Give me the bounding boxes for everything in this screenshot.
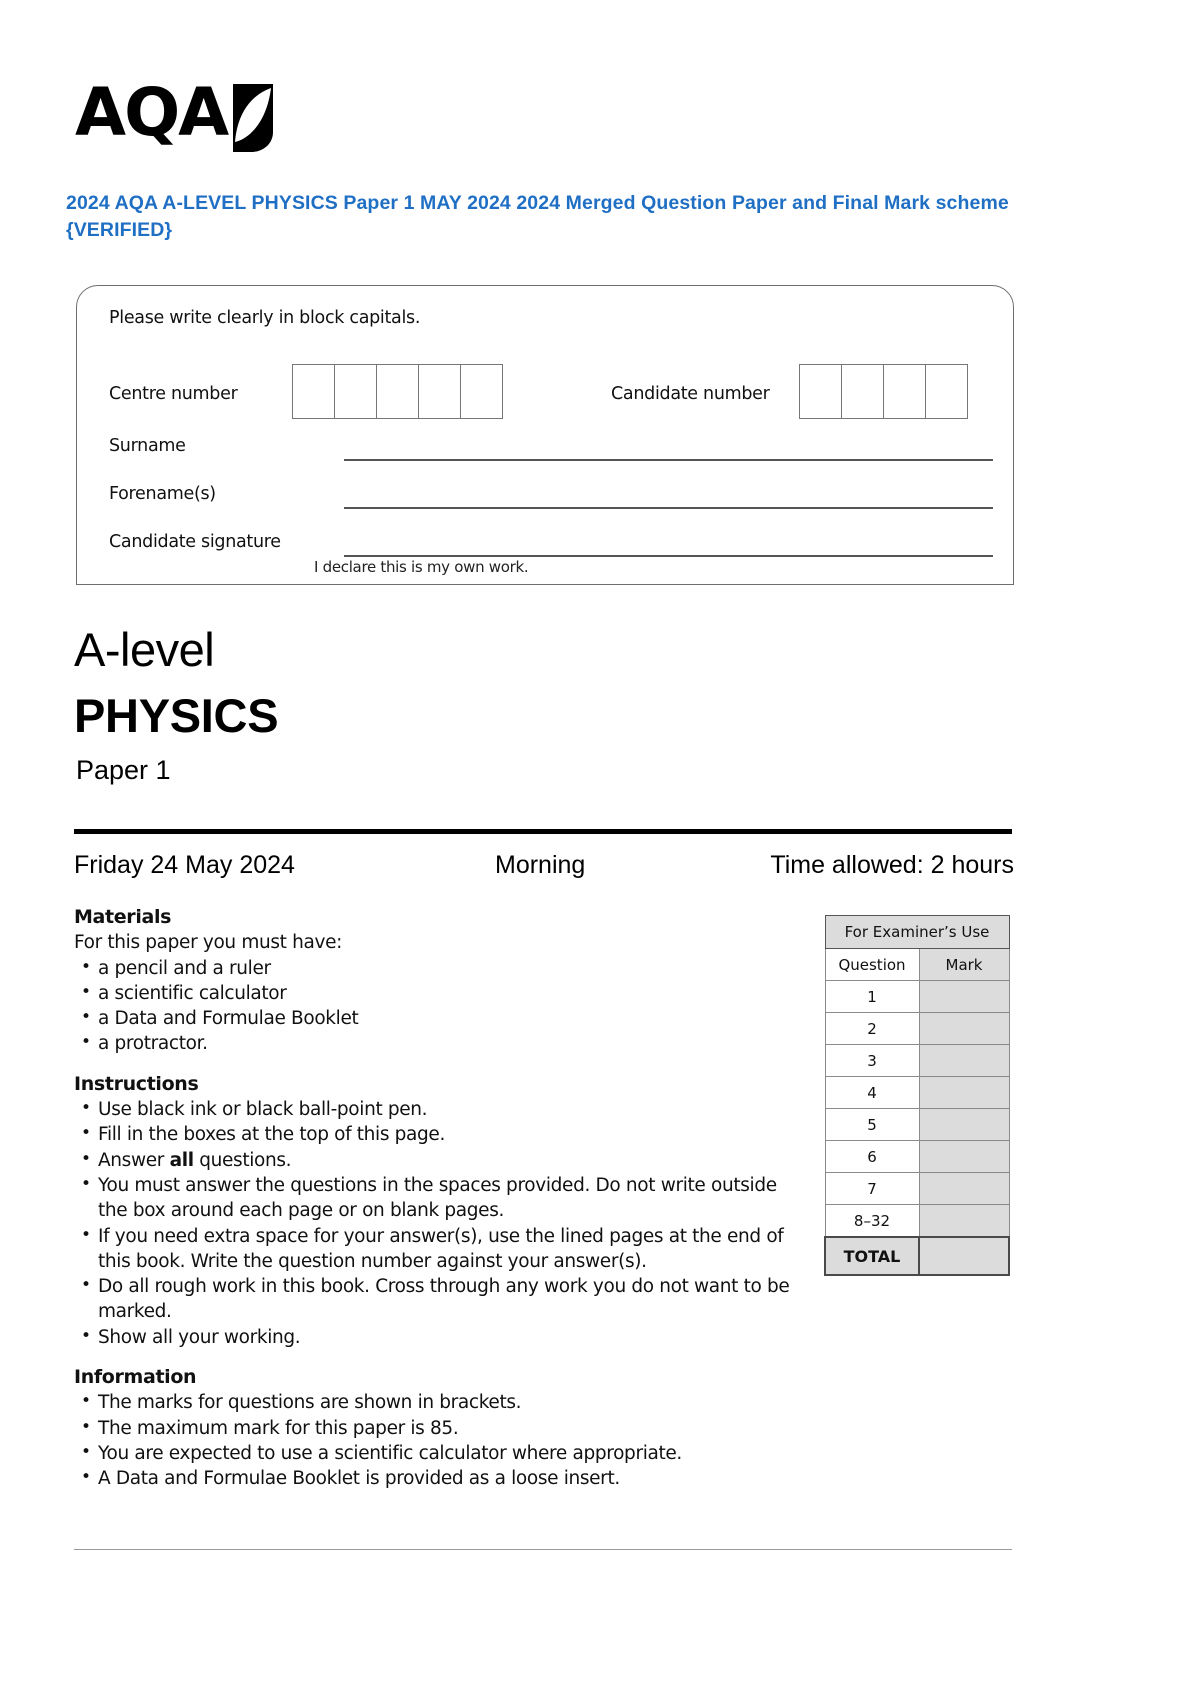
forenames-row xyxy=(109,484,993,524)
question-number: 2 xyxy=(825,1013,919,1045)
centre-number-label: Centre number xyxy=(109,384,238,404)
candidate-number-cell[interactable] xyxy=(799,364,842,419)
list-item: • Use black ink or black ball-point pen. xyxy=(74,1097,804,1122)
question-number: 4 xyxy=(825,1077,919,1109)
examiner-table-title: For Examiner’s Use xyxy=(825,916,1009,949)
candidate-number-cell[interactable] xyxy=(883,364,926,419)
examiner-use-table xyxy=(824,915,1010,1276)
block-capitals-instruction: Please write clearly in block capitals. xyxy=(109,308,421,328)
aqa-wordmark: AQA xyxy=(75,74,228,151)
mark-cell[interactable] xyxy=(919,981,1009,1013)
centre-number-cell[interactable] xyxy=(334,364,377,419)
list-item: • A Data and Formulae Booklet is provided as a loose insert. xyxy=(74,1466,804,1491)
candidate-number-input[interactable] xyxy=(799,364,967,419)
table-row xyxy=(825,1141,1009,1173)
centre-number-cell[interactable] xyxy=(460,364,503,419)
declaration-text: I declare this is my own work. xyxy=(314,558,529,576)
table-row xyxy=(825,1173,1009,1205)
candidate-details-box xyxy=(76,285,1014,585)
exam-session: Morning xyxy=(495,851,586,879)
table-header-row xyxy=(825,916,1009,949)
list-item-answer-all xyxy=(74,1148,804,1173)
mark-cell[interactable] xyxy=(919,1013,1009,1045)
column-header-mark: Mark xyxy=(919,949,1009,981)
centre-number-cell[interactable] xyxy=(376,364,419,419)
aqa-logo xyxy=(75,74,277,160)
table-row xyxy=(825,981,1009,1013)
mark-cell[interactable] xyxy=(919,1109,1009,1141)
list-item: • Fill in the boxes at the top of this page. xyxy=(74,1122,804,1147)
mark-cell[interactable] xyxy=(919,1077,1009,1109)
list-item: • The marks for questions are shown in brackets. xyxy=(74,1390,804,1415)
list-item: • a scientific calculator xyxy=(74,981,804,1006)
candidate-number-cell[interactable] xyxy=(841,364,884,419)
question-number: 5 xyxy=(825,1109,919,1141)
candidate-signature-input[interactable] xyxy=(344,555,993,557)
list-item: • Show all your working. xyxy=(74,1325,804,1350)
mark-cell[interactable] xyxy=(919,1141,1009,1173)
list-item: • You are expected to use a scientific calculator where appropriate. xyxy=(74,1441,804,1466)
materials-list xyxy=(74,956,804,1057)
instructions-heading: Instructions xyxy=(74,1072,199,1095)
mark-cell[interactable] xyxy=(919,1045,1009,1077)
question-number: 6 xyxy=(825,1141,919,1173)
footer-divider xyxy=(74,1549,1012,1550)
list-item: • The maximum mark for this paper is 85. xyxy=(74,1416,804,1441)
answer-all-bold: all xyxy=(169,1149,194,1171)
list-item: • Do all rough work in this book. Cross through any work you do not want to be marked. xyxy=(74,1274,804,1325)
number-fields-row xyxy=(109,364,989,422)
instructions-list xyxy=(74,1097,804,1350)
table-row xyxy=(825,1013,1009,1045)
list-item: • a Data and Formulae Booklet xyxy=(74,1006,804,1031)
centre-number-input[interactable] xyxy=(292,364,502,419)
question-number: 8–32 xyxy=(825,1205,919,1238)
aqa-leaf-icon xyxy=(229,82,277,154)
centre-number-cell[interactable] xyxy=(418,364,461,419)
total-mark-cell[interactable] xyxy=(919,1237,1009,1275)
table-subheader-row xyxy=(825,949,1009,981)
materials-heading: Materials xyxy=(74,906,172,928)
total-label: TOTAL xyxy=(825,1237,919,1275)
table-row xyxy=(825,1109,1009,1141)
table-row xyxy=(825,1045,1009,1077)
question-number: 7 xyxy=(825,1173,919,1205)
materials-intro: For this paper you must have: xyxy=(74,932,342,954)
time-allowed: Time allowed: 2 hours xyxy=(770,851,1014,879)
subject-title: PHYSICS xyxy=(74,689,279,742)
table-total-row xyxy=(825,1237,1009,1275)
exam-date: Friday 24 May 2024 xyxy=(74,851,295,879)
signature-row xyxy=(109,532,993,572)
list-item: • If you need extra space for your answer(s), use the lined pages at the end of this book. Write the question number against your answer(s). xyxy=(74,1224,804,1275)
list-item: • a pencil and a ruler xyxy=(74,956,804,981)
mark-cell[interactable] xyxy=(919,1173,1009,1205)
column-header-question: Question xyxy=(825,949,919,981)
centre-number-cell[interactable] xyxy=(292,364,335,419)
question-number: 3 xyxy=(825,1045,919,1077)
table-row xyxy=(825,1205,1009,1238)
instructions-column xyxy=(74,905,804,1492)
document-title: 2024 AQA A-LEVEL PHYSICS Paper 1 MAY 2024 2024 Merged Question Paper and Final Mark scheme {VERIFIED} xyxy=(66,192,1009,241)
forenames-input[interactable] xyxy=(344,507,993,509)
surname-label: Surname xyxy=(109,436,186,456)
candidate-signature-label: Candidate signature xyxy=(109,532,281,552)
answer-suffix: questions. xyxy=(193,1149,292,1171)
header-divider xyxy=(74,829,1012,834)
candidate-number-cell[interactable] xyxy=(925,364,968,419)
qualification-level: A-level xyxy=(74,623,215,676)
forenames-label: Forename(s) xyxy=(109,484,216,504)
answer-prefix: Answer xyxy=(98,1149,170,1171)
list-item: • a protractor. xyxy=(74,1031,804,1056)
table-row xyxy=(825,1077,1009,1109)
exam-schedule-row xyxy=(74,851,1014,887)
list-item: • You must answer the questions in the spaces provided. Do not write outside the box around each page or on blank pages. xyxy=(74,1173,804,1224)
surname-row xyxy=(109,436,993,476)
surname-input[interactable] xyxy=(344,459,993,461)
paper-number: Paper 1 xyxy=(76,755,171,785)
candidate-number-label: Candidate number xyxy=(611,384,770,404)
mark-cell[interactable] xyxy=(919,1205,1009,1238)
information-list xyxy=(74,1390,804,1491)
question-number: 1 xyxy=(825,981,919,1013)
information-heading: Information xyxy=(74,1366,197,1389)
